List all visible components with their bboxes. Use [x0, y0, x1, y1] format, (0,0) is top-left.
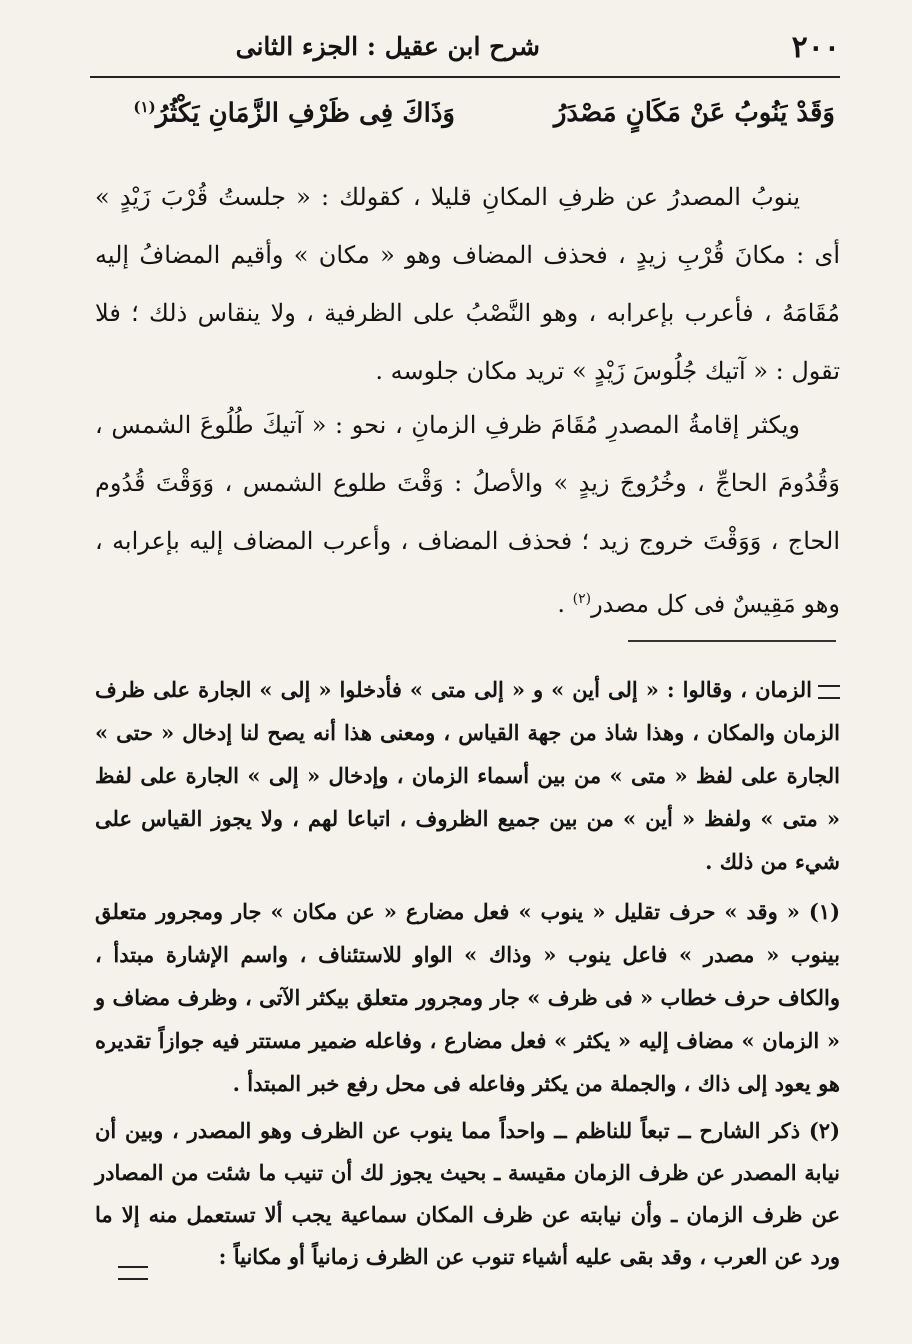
footnote-continued: الزمان ، وقالوا : « إلى أين » و « إلى متى » فأدخلوا « إلى » الجارة على ظرف الزمان والمكان ، وهذا شاذ من جهة القياس ، ومعنى هذا أنه يصح لنا إدخال « حتى » الجارة على لفظ « متى » من بين أسماء الزمان ، وإدخال « إلى » الجارة على لفظ « متى » ولفظ « أين » من بين جميع الظروف ، اتباعا لهم ، ولا يجوز القياس على شيء من ذلك .: [95, 677, 840, 874]
footnote-separator: [628, 640, 836, 642]
continuation-mark: [818, 685, 840, 699]
footnote-2: (٢) ذكر الشارح ــ تبعاً للناظم ــ واحداً مما ينوب عن الظرف وهو المصدر ، وبين أن نيابة المصدر عن ظرف الزمان مقيسة ـ بحيث يجوز لك أن تنيب ما شئت من المصادر عن ظرف الزمان ـ وأن نيابته عن ظرف المكان سماعية يجب ألا تستعمل منه إلا ما ورد عن العرب ، وقد بقى عليه أشياء تنوب عن الظرف زمانياً أو مكانياً :: [95, 1118, 840, 1269]
footnote-ref-2: (٢): [572, 591, 592, 607]
verse-footnote-marker: (١): [133, 98, 156, 116]
running-title: شرح ابن عقيل : الجزء الثانى: [235, 32, 540, 61]
poem-verse: [95, 98, 835, 154]
header-rule: [90, 76, 840, 78]
continuation-mark-bottom: [118, 1266, 148, 1280]
footnote-1: (١) « وقد » حرف تقليل « ينوب » فعل مضارع « عن مكان » جار ومجرور متعلق بينوب « مصدر » فاعل ينوب « وذاك » الواو للاستئناف ، واسم الإشارة مبتدأ ، والكاف حرف خطاب « فى ظرف » جار ومجرور متعلق بيكثر الآتى ، وظرف مضاف و « الزمان » مضاف إليه « يكثر » فعل مضارع ، وفاعله ضمير مستتر فيه جوازاً تقديره هو يعود إلى ذاك ، والجملة من يكثر وفاعله فى محل رفع خبر المبتدأ .: [95, 899, 840, 1096]
verse-first-hemistich: وَقَدْ يَنُوبُ عَنْ مَكَانٍ مَصْدَرُ: [553, 98, 835, 128]
body-paragraph-2: ويكثر إقامةُ المصدرِ مُقَامَ ظرفِ الزمانِ ، نحو : « آتيكَ طُلُوعَ الشمس ، وَقُدُومَ الحاجِّ ، وخُرُوجَ زيدٍ » والأصلُ : وَقْتَ طلوع الشمس ، وَوَقْتَ قُدُوم الحاج ، وَوَقْتَ خروج زيد ؛ فحذف المضاف ، وأعرب المضاف إليه بإعرابه ، وهو مَقِيسٌ فى كل مصدر$^{(٢)}$ .: [95, 411, 841, 618]
page-header: [90, 28, 840, 76]
body-paragraph-1: ينوبُ المصدرُ عن ظرفِ المكانِ قليلا ، كقولك : « جلستُ قُرْبَ زَيْدٍ » أى : مكانَ قُرْبِ زيدٍ ، فحذف المضاف وهو « مكان » وأقيم المضافُ إليه مُقَامَهُ ، فأعرب بإعرابه ، وهو النَّصْبُ على الظرفية ، ولا ينقاس ذلك ؛ فلا تقول : « آتيك جُلُوسَ زَيْدٍ » تريد مكان جلوسه .: [95, 183, 840, 385]
page-number: ٢٠٠: [791, 30, 840, 65]
verse-second-hemistich: وَذَاكَ فِى ظَرْفِ الزَّمَانِ يَكْثُرُ$^{(١)}$: [133, 98, 455, 129]
